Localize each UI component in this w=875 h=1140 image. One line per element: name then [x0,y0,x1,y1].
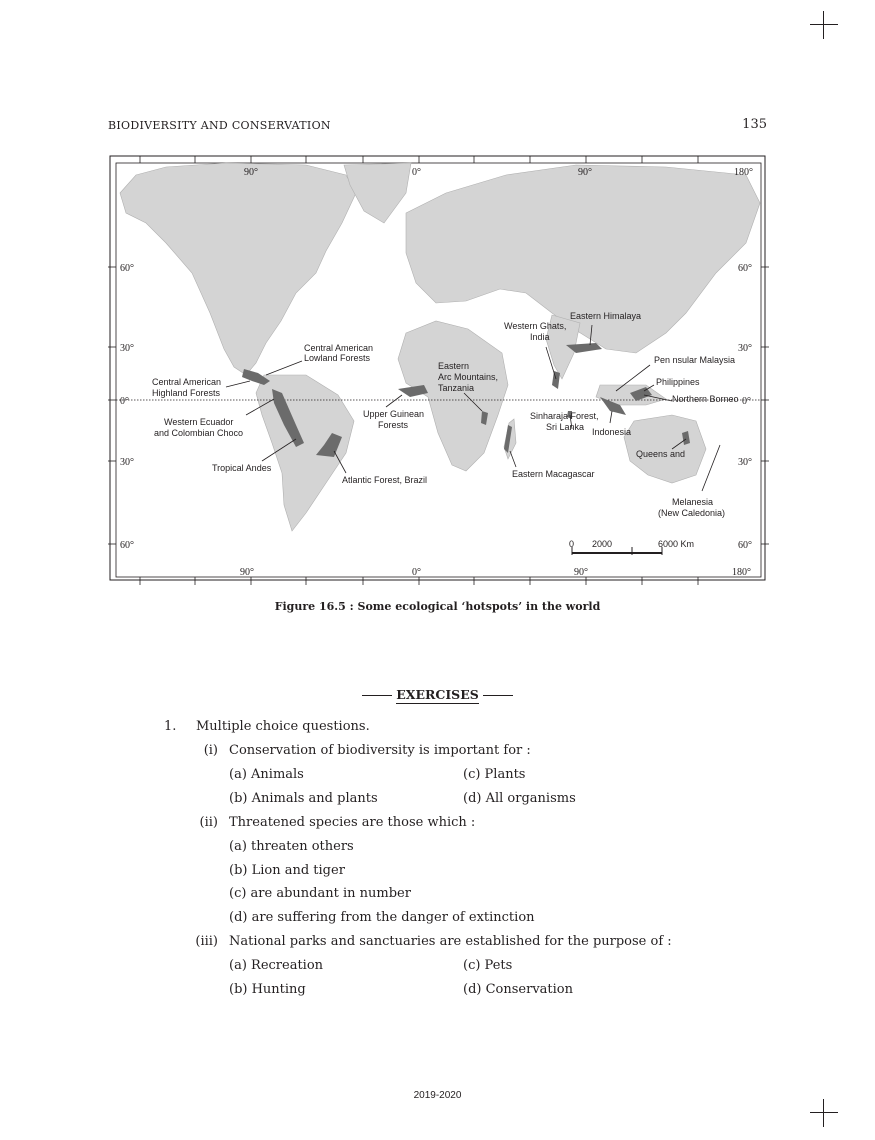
subquestion-numeral: (i) [203,743,218,758]
option-b: (b) Hunting [229,982,306,997]
label-northern-borneo: Northern Borneo [672,394,739,404]
label-eastern-arc-2: Arc Mountains, [438,372,499,382]
option-a: (a) Recreation [229,958,324,973]
crop-mark-top-right [810,11,838,39]
label-eastern-arc-3: Tanzania [438,383,475,393]
deg-left-30n: 30° [120,343,134,354]
exercises-heading [0,687,875,702]
label-eastern-madagascar: Eastern Macagascar [512,469,595,479]
label-upper-guinean-2: Forests [378,420,409,430]
question-text: Multiple choice questions. [196,719,370,734]
deg-bottom-180: 180° [732,567,751,578]
label-melanesia-1: Melanesia [672,497,714,507]
option-d: (d) Conservation [463,982,573,997]
label-western-ecuador-1: Western Ecuador [164,417,234,427]
deg-left-60n: 60° [120,263,134,274]
option-c: (c) are abundant in number [229,886,411,901]
option-c: (c) Plants [463,767,526,782]
label-queensland: Queens and [636,449,686,459]
label-sinharaja-1: Sinharaja Forest, [530,411,599,421]
deg-right-0: 0° [742,396,751,407]
deg-right-30n: 30° [738,343,752,354]
subquestion-stem: National parks and sanctuaries are established for the purpose of : [229,934,672,949]
label-peninsular-malaysia: Pen nsular Malaysia [654,355,736,365]
deg-bottom-90e: 90° [574,567,588,578]
deg-top-0: 0° [412,167,421,178]
page-number: 135 [742,117,767,132]
scale-zero: 0 [569,539,575,549]
deg-left-0: 0° [120,396,129,407]
deg-top-90w: 90° [244,167,258,178]
label-tropical-andes: Tropical Andes [212,463,272,473]
option-b: (b) Lion and tiger [229,863,345,878]
option-a: (a) threaten others [229,839,354,854]
deg-bottom-90w: 90° [240,567,254,578]
label-western-ghats-2: India [530,332,550,342]
subquestion-numeral: (iii) [195,934,218,949]
label-western-ecuador-2: and Colombian Choco [154,428,244,438]
deg-right-30s: 30° [738,457,752,468]
heading-rule-right [483,695,513,696]
world-hotspots-map [106,153,770,590]
exercises-title: EXERCISES [396,687,479,702]
option-d: (d) are suffering from the danger of extinction [229,910,535,925]
label-melanesia-2: (New Caledonia) [658,508,726,518]
subquestion-stem: Conservation of biodiversity is important for : [229,743,531,758]
subquestion-numeral: (ii) [199,815,218,830]
label-indonesia: Indonesia [592,427,632,437]
option-a: (a) Animals [229,767,304,782]
deg-top-90e: 90° [578,167,592,178]
label-eastern-arc-1: Eastern [438,361,470,371]
label-western-ghats-1: Western Ghats, [504,321,567,331]
question-number: 1. [164,719,177,734]
scale-mid: 2000 [592,539,613,549]
scale-end: 6000 Km [658,539,695,549]
footer-year: 2019-2020 [413,1090,462,1101]
running-head: BIODIVERSITY AND CONSERVATION [108,119,331,132]
subquestion-stem: Threatened species are those which : [229,815,476,830]
label-central-american-lowland-2: Lowland Forests [304,353,371,363]
label-upper-guinean-1: Upper Guinean [363,409,425,419]
deg-left-60s: 60° [120,540,134,551]
deg-bottom-0: 0° [412,567,421,578]
option-c: (c) Pets [463,958,513,973]
label-central-american-highland-1: Central American [152,377,222,387]
deg-top-180: 180° [734,167,753,178]
deg-left-30s: 30° [120,457,134,468]
crop-mark-bottom-right [810,1099,838,1127]
label-central-american-highland-2: Highland Forests [152,388,221,398]
heading-rule-left [362,695,392,696]
label-central-american-lowland-1: Central American [304,343,374,353]
deg-right-60s: 60° [738,540,752,551]
label-sinharaja-2: Sri Lanka [546,422,585,432]
deg-right-60n: 60° [738,263,752,274]
option-d: (d) All organisms [463,791,576,806]
label-eastern-himalaya: Eastern Himalaya [570,311,642,321]
label-philippines: Philippines [656,377,700,387]
label-atlantic-forest: Atlantic Forest, Brazil [342,475,428,485]
figure-caption: Figure 16.5 : Some ecological ‘hotspots’ in the world [274,600,601,613]
option-b: (b) Animals and plants [229,791,378,806]
